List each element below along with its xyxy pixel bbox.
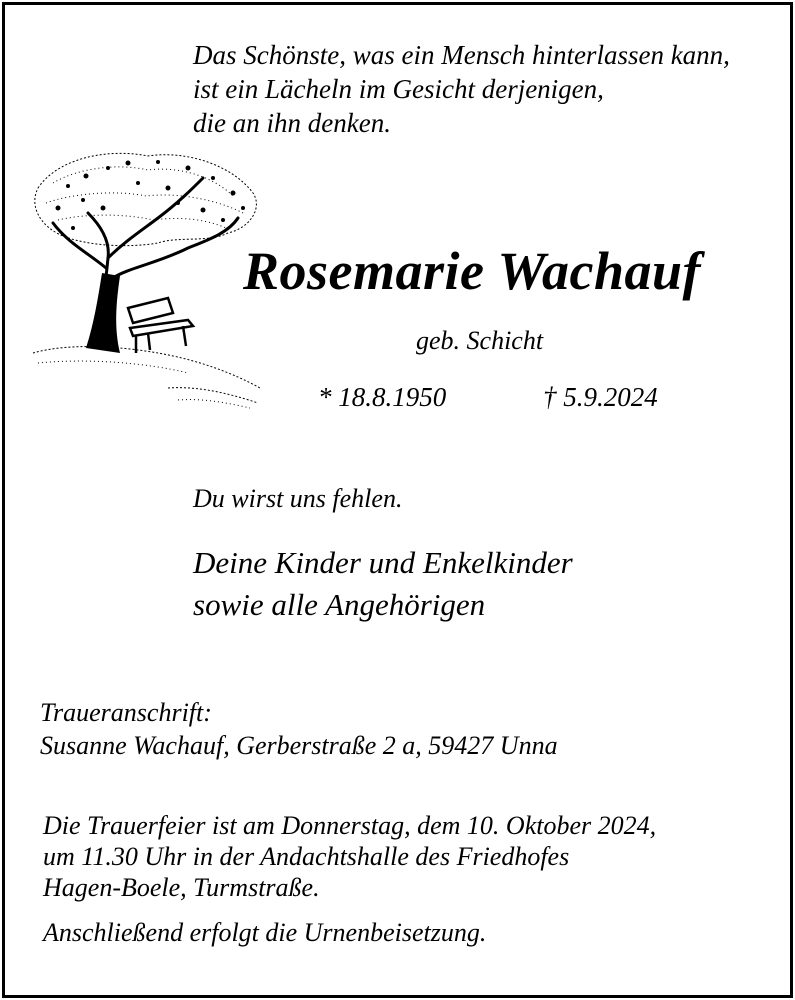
- farewell-text: Du wirst uns fehlen.: [193, 484, 403, 513]
- address-label: Traueranschrift:: [40, 698, 212, 727]
- quote-line: ist ein Lächeln im Gesicht derjenigen,: [193, 74, 604, 104]
- address-value: Susanne Wachauf, Gerberstraße 2 a, 59427 Unna: [40, 731, 558, 760]
- service-line: Die Trauerfeier ist am Donnerstag, dem 10. Oktober 2024,: [43, 811, 657, 840]
- mourners-line: Deine Kinder und Enkelkinder: [193, 545, 573, 580]
- burial-info: Anschließend erfolgt die Urnenbeisetzung.: [43, 918, 487, 947]
- maiden-name: geb. Schicht: [416, 326, 544, 355]
- quote-line: Das Schönste, was ein Mensch hinterlassen kann,: [193, 40, 730, 70]
- deceased-name: Rosemarie Wachauf: [243, 241, 702, 301]
- death-date: † 5.9.2024: [543, 382, 658, 412]
- mourners-line: sowie alle Angehörigen: [193, 587, 486, 622]
- quote-block: [193, 38, 730, 140]
- service-line: um 11.30 Uhr in der Andachtshalle des Friedhofes: [43, 842, 570, 871]
- service-info: [43, 810, 656, 903]
- tree-with-bench-icon: [28, 148, 268, 410]
- quote-line: die an ihn denken.: [193, 108, 391, 138]
- mourning-address: [40, 696, 558, 762]
- mourners-block: [193, 542, 573, 626]
- birth-date: * 18.8.1950: [318, 382, 447, 412]
- service-line: Hagen-Boele, Turmstraße.: [43, 873, 320, 902]
